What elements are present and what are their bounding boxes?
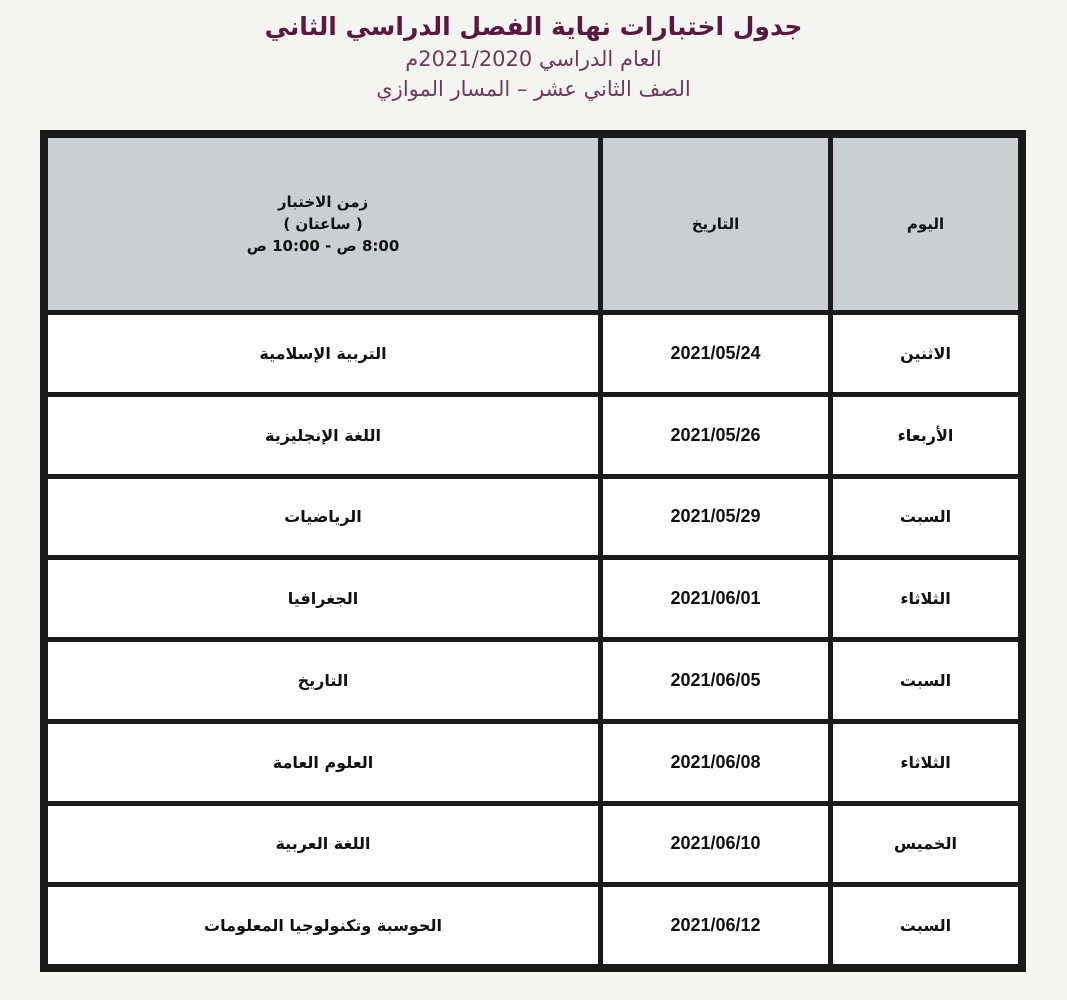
page-title: جدول اختبارات نهاية الفصل الدراسي الثاني (264, 12, 803, 41)
header-date: التاريخ (603, 138, 828, 310)
row-date: 2021/06/01 (603, 560, 828, 637)
row-subject: الجغرافيا (48, 560, 598, 637)
row-day: السبت (833, 479, 1018, 556)
header-exam-time (48, 138, 598, 310)
row-date: 2021/05/24 (603, 315, 828, 392)
row-day: الأربعاء (833, 397, 1018, 474)
table-row (48, 315, 1018, 392)
table-row (48, 397, 1018, 474)
row-subject: اللغة العربية (48, 806, 598, 883)
academic-year: العام الدراسي 2021/2020م (405, 47, 662, 71)
exam-schedule-table (40, 130, 1026, 972)
row-day: الثلاثاء (833, 560, 1018, 637)
table-row (48, 887, 1018, 964)
row-date: 2021/06/12 (603, 887, 828, 964)
row-date: 2021/06/10 (603, 806, 828, 883)
row-day: الخميس (833, 806, 1018, 883)
row-day: السبت (833, 887, 1018, 964)
row-subject: التاريخ (48, 642, 598, 719)
grade-track: الصف الثاني عشر – المسار الموازي (376, 77, 691, 101)
row-day: السبت (833, 642, 1018, 719)
row-subject: الرياضيات (48, 479, 598, 556)
row-date: 2021/06/05 (603, 642, 828, 719)
row-subject: اللغة الإنجليزية (48, 397, 598, 474)
row-subject: الحوسبة وتكنولوجيا المعلومات (48, 887, 598, 964)
table-row (48, 560, 1018, 637)
row-date: 2021/06/08 (603, 724, 828, 801)
row-date: 2021/05/26 (603, 397, 828, 474)
row-subject: التربية الإسلامية (48, 315, 598, 392)
row-subject: العلوم العامة (48, 724, 598, 801)
document-header (0, 10, 1067, 104)
table-row (48, 806, 1018, 883)
header-exam-time-title: زمن الاختبار (277, 193, 369, 211)
table-row (48, 724, 1018, 801)
table-row (48, 479, 1018, 556)
header-day: اليوم (833, 138, 1018, 310)
header-exam-time-duration: ( ساعتان ) (283, 215, 363, 233)
row-day: الثلاثاء (833, 724, 1018, 801)
row-day: الاثنين (833, 315, 1018, 392)
table-row (48, 642, 1018, 719)
row-date: 2021/05/29 (603, 479, 828, 556)
table-header-row (48, 138, 1018, 310)
header-exam-time-range: 8:00 ص - 10:00 ص (246, 237, 400, 255)
